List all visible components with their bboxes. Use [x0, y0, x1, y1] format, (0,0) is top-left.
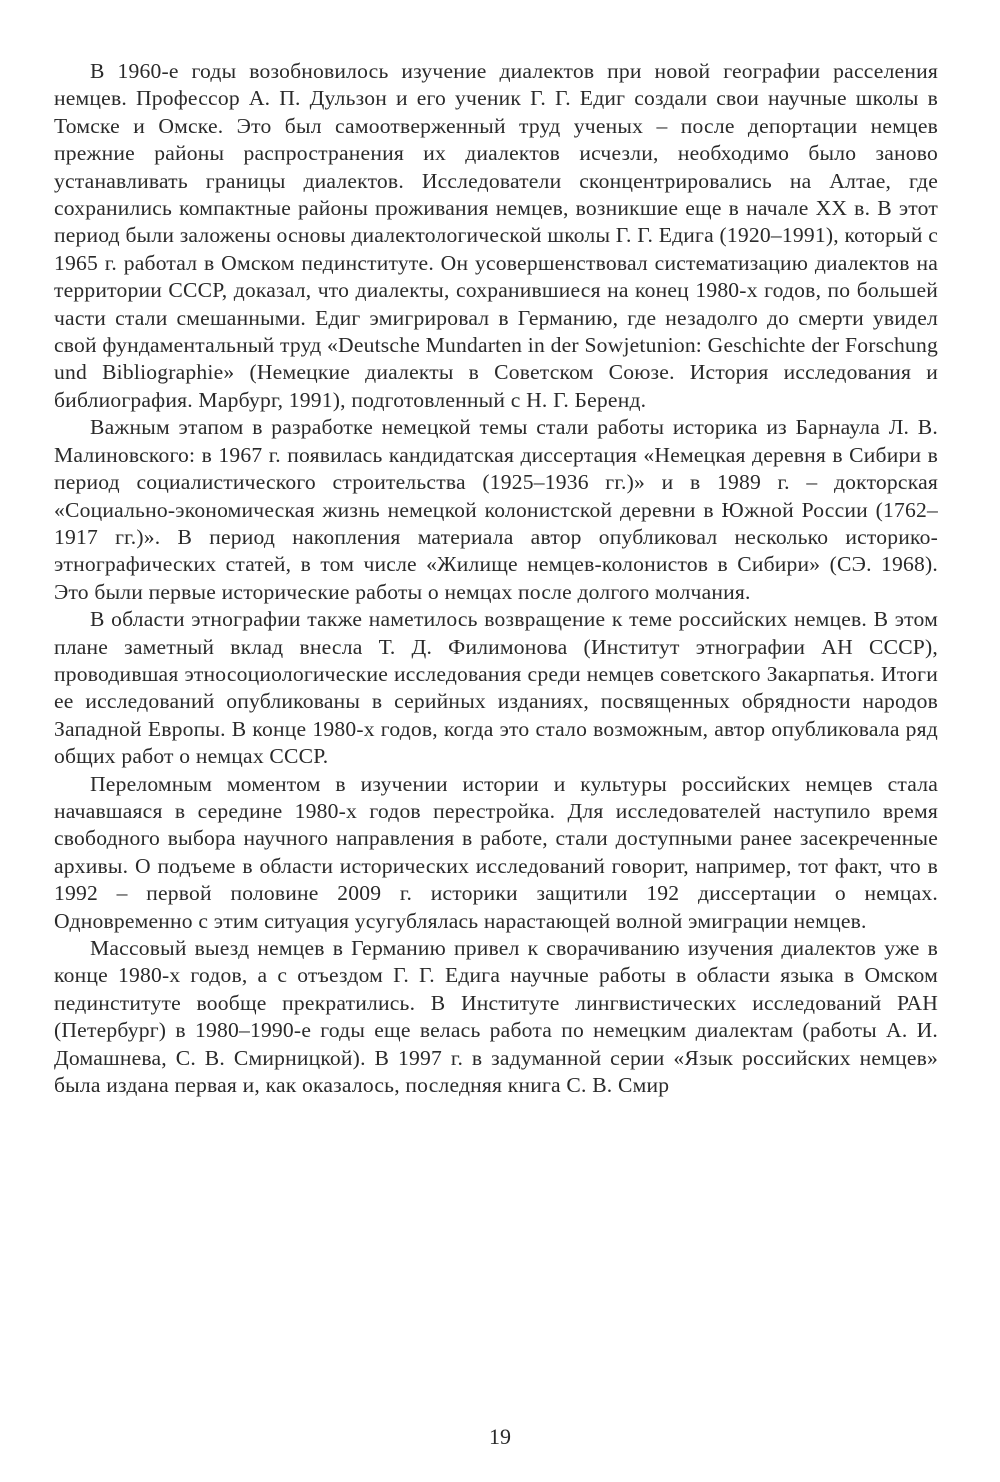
page-body [54, 58, 938, 1099]
paragraph-malinovsky: Важным этапом в разработке немецкой темы стали работы историка из Барнаула Л. В. Малиновского: в 1967 г. появилась кандидатская диссертация «Немецкая деревня в Сибири в период социалистического строительства (1925–1936 гг.)» и в 1989 г. – докторская «Социально-экономическая жизнь немецкой колонистской деревни в Южной России (1762–1917 гг.)». В период накопления материала автор опубликовал несколько историко-этнографических статей, в том числе «Жилище немцев-колонистов в Сибири» (СЭ. 1968). Это были первые исторические работы о немцах после долгого молчания. [54, 415, 938, 604]
page-number: 19 [489, 1424, 511, 1449]
paragraph-dialect-studies: В 1960-е годы возобновилось изучение диалектов при новой географии расселения немцев. Профессор А. П. Дульзон и его ученик Г. Г. Едиг создали свои научные школы в Томске и Омске. Это был самоотверженный труд ученых – после депортации немцев прежние районы распространения их диалектов исчезли, необходимо было заново устанавливать границы диалектов. Исследователи сконцентрировались на Алтае, где сохранились компактные районы проживания немцев, возникшие еще в начале XX в. В этот период были заложены основы диалектологической школы Г. Г. Едига (1920–1991), который с 1965 г. работал в Омском пединституте. Он усовершенствовал систематизацию диалектов на территории СССР, доказал, что диалекты, сохранившиеся на конец 1980-х годов, по большей части стали смешанными. Едиг эмигрировал в Германию, где незадолго до смерти увидел свой фундаментальный труд «Deutsche Mundarten in der Sowjetunion: Geschichte der Forschung und Bibliographie» (Немецкие диалекты в Советском Союзе. История исследования и библиография. Марбург, 1991), подготовленный с Н. Г. Беренд. [54, 59, 938, 412]
paragraph-ethnography: В области этнографии также наметилось возвращение к теме российских немцев. В этом плане заметный вклад внесла Т. Д. Филимонова (Институт этнографии АН СССР), проводившая этносоциологические исследования среди немцев советского Закарпатья. Итоги ее исследований опубликованы в серийных изданиях, посвященных обрядности народов Западной Европы. В конце 1980-х годов, когда это стало возможным, автор опубликовала ряд общих работ о немцах СССР. [54, 607, 938, 769]
paragraph-emigration: Массовый выезд немцев в Германию привел к сворачиванию изучения диалектов уже в конце 1980-х годов, а с отъездом Г. Г. Едига научные работы в области языка в Омском пединституте вообще прекратились. В Институте лингвистических исследований РАН (Петербург) в 1980–1990-е годы еще велась работа по немецким диалектам (работы А. И. Домашнева, С. В. Смирницкой). В 1997 г. в задуманной серии «Язык российских немцев» была издана первая и, как оказалось, последняя книга С. В. Смир [54, 936, 938, 1098]
paragraph-perestroika: Переломным моментом в изучении истории и культуры российских немцев стала начавшаяся в середине 1980-х годов перестройка. Для исследователей наступило время свободного выбора научного направления в работе, стали доступными ранее засекреченные архивы. О подъеме в области исторических исследований говорит, например, тот факт, что в 1992 – первой половине 2009 г. историки защитили 192 диссертации о немцах. Одновременно с этим ситуация усугублялась нарастающей волной эмиграции немцев. [54, 771, 938, 933]
